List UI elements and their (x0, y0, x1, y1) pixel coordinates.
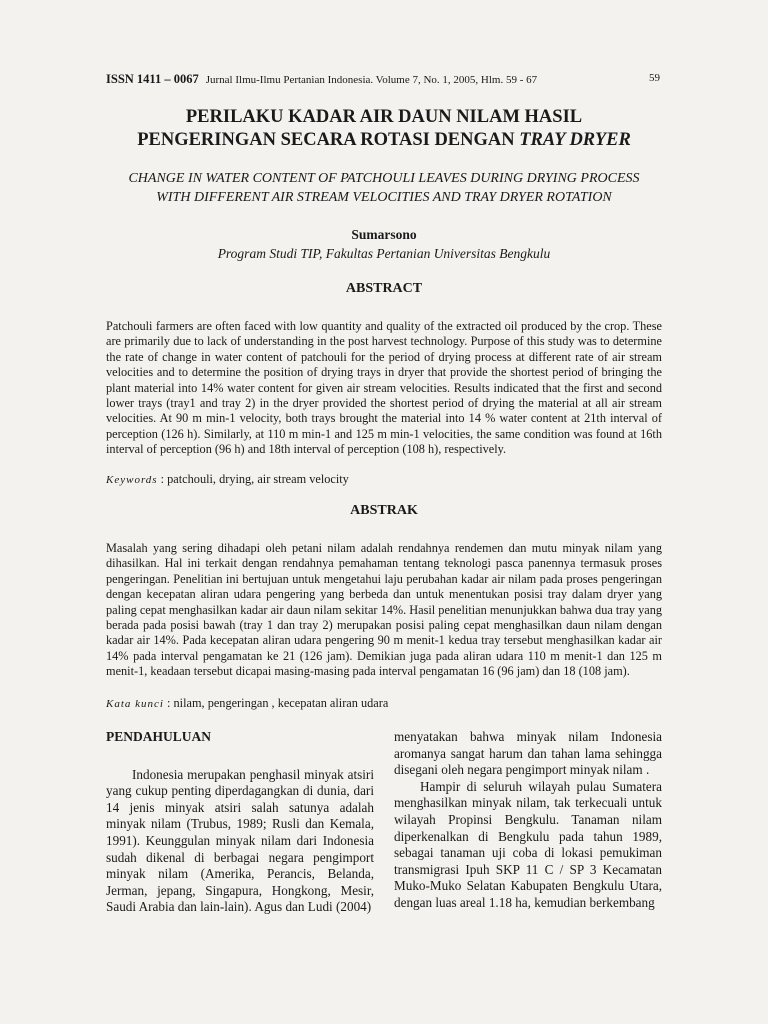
abstract-heading: ABSTRACT (345, 281, 423, 296)
keywords-label: Keywords (106, 474, 158, 486)
paper-title (106, 106, 662, 152)
kata-kunci-text: : nilam, pengeringan , kecepatan aliran udara (167, 696, 389, 710)
body-paragraph: menyatakan bahwa minyak nilam Indonesia aromanya sangat harum dan tahan lama sehingga disegani oleh negara pengimport minyak nilam . (394, 729, 662, 778)
english-title-line-2: WITH DIFFERENT AIR STREAM VELOCITIES AND TRAY DRYER ROTATION (156, 190, 612, 205)
title-line-2 (106, 129, 662, 152)
page-number: 59 (649, 72, 660, 84)
abstract-text: Patchouli farmers are often faced with low quantity and quality of the extracted oil produced by the crop. These are primarily due to lack of understanding in the post harvest technology. Purpose of this study was to determine the rate of change in water content of patchouli for the period of drying process at different rate of air stream velocities and to determine the position of drying trays in dryer that provide the shortest period of bringing the plant material into 14% water content for given air stream velocities. Results indicated that the first and second lower trays (tray1 and tray 2) in the dryer provided the shortest period of drying the material at all air stream velocities. At 90 m min-1 velocity, both trays brought the material into 14 % water content at 21th interval of perception (126 h). Similarly, at 110 m min-1 and 125 m min-1 velocities, the same condition was found at 16th interval of perception (96 h) and 18th interval of perception (108 h), respectively. (106, 319, 662, 457)
section-heading-pendahuluan: PENDAHULUAN (106, 729, 212, 744)
keywords-text: : patchouli, drying, air stream velocity (160, 472, 349, 486)
title-line-2-prefix: PENGERINGAN SECARA ROTASI DENGAN (137, 130, 515, 150)
body-paragraph: Hampir di seluruh wilayah pulau Sumatera menghasilkan minyak nilam, tak terkecuali untuk wilayah Propinsi Bengkulu. Tanaman nilam diperkenalkan di Bengkulu pada tahun 1989, sebagai tanaman uji coba di lokasi pemukiman transmigrasi Ipuh SKP 11 C / SP 3 Kecamatan Muko-Muko Selatan Kabupaten Bengkulu Utara, dengan luas areal 1.18 ha, kemudian berkembang (394, 778, 662, 910)
issn: ISSN 1411 – 0067 (106, 72, 199, 86)
title-line-2-italic: TRAY DRYER (519, 130, 631, 150)
abstrak-keywords (106, 696, 662, 711)
title-line-1: PERILAKU KADAR AIR DAUN NILAM HASIL (185, 107, 583, 127)
english-title (106, 169, 662, 207)
abstrak-heading: ABSTRAK (350, 503, 418, 518)
abstract-keywords (106, 472, 662, 487)
author-affiliation: Program Studi TIP, Fakultas Pertanian Universitas Bengkulu (217, 246, 551, 261)
english-title-line-1: CHANGE IN WATER CONTENT OF PATCHOULI LEAVES DURING DRYING PROCESS (128, 171, 640, 186)
right-column (394, 729, 662, 912)
left-column (106, 729, 374, 916)
abstrak-text: Masalah yang sering dihadapi oleh petani nilam adalah rendahnya rendemen dan mutu minyak nilam yang dihasilkan. Hal ini terkait dengan rendahnya pemahaman tentang teknologi pasca panennya termasuk proses pengeringan. Penelitian ini bertujuan untuk mengetahui laju perubahan kadar air nilam pada proses pengeringan dengan kecepatan aliran udara pengering yang berbeda dan untuk menentukan posisi tray dalam dryer yang paling cepat menghasilkan kadar air daun nilam sekitar 14%. Hasil penelitian menunjukkan bahwa dua tray yang berada pada posisi bawah (tray 1 dan tray 2) merupakan posisi paling cepat menghasilkan daun nilam dengan kadar air 14%. Pada kecepatan aliran udara pengering 90 m menit-1 kedua tray tersebut menghasilkan kadar air 14% pada interval pengamatan ke 21 (126 jam). Demikian juga pada aliran udara 110 m menit-1 dan 125 m menit-1, keadaan tersebut dicapai masing-masing pada interval pengamatan 16 (96 jam) dan 18 (108 jam). (106, 541, 662, 679)
body-paragraph: Indonesia merupakan penghasil minyak atsiri yang cukup penting diperdagangkan di dunia, dari 14 jenis minyak atsiri salah satunya adalah minyak nilam (Trubus, 1989; Rusli dan Kemala, 1991). Keunggulan minyak nilam dari Indonesia sudah dikenal di berbagai negara pengimport minyak nilam (Amerika, Perancis, Belanda, Jerman, jepang, Singapura, Hongkong, Mesir, Saudi Arabia dan lain-lain). Agus dan Ludi (2004) (106, 766, 374, 915)
journal-citation: Jurnal Ilmu-Ilmu Pertanian Indonesia. Volume 7, No. 1, 2005, Hlm. 59 - 67 (205, 74, 538, 86)
running-header (106, 72, 660, 87)
author-name: Sumarsono (351, 227, 417, 242)
kata-kunci-label: Kata kunci (106, 698, 164, 710)
